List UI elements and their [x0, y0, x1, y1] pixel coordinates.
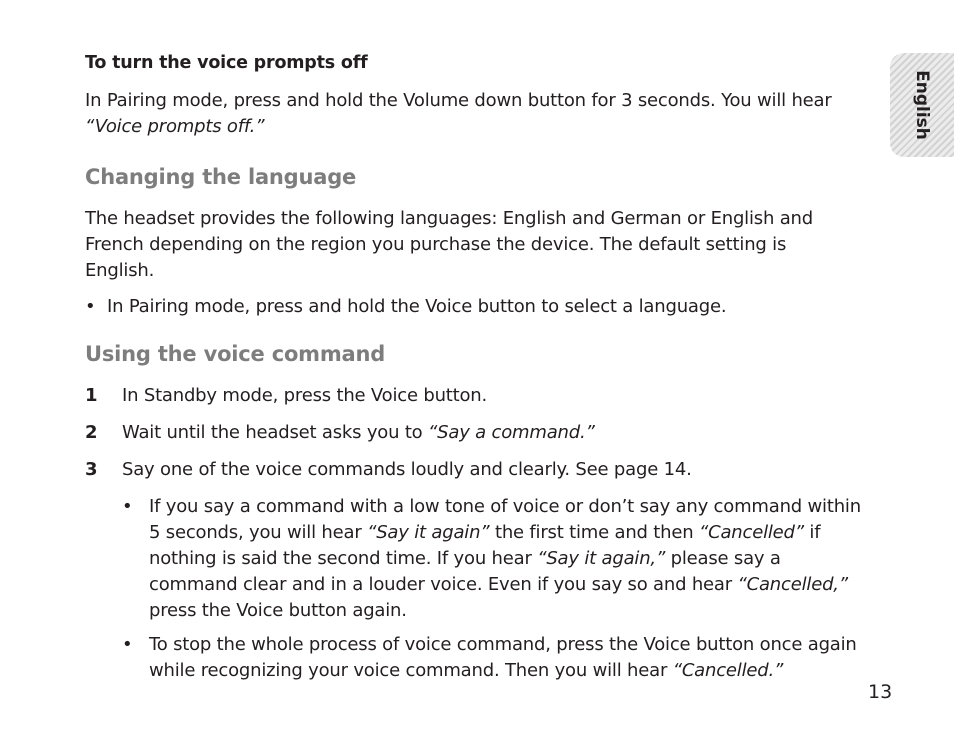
bullet-marker: • [122, 634, 133, 655]
voice-command-heading: Using the voice command [85, 342, 386, 366]
language-paragraph: The headset provides the following languages: English and German or English and French depending on the region you purchase the device. The default setting is English. [85, 208, 813, 281]
step-1 [85, 383, 487, 409]
step-2-instruction: Wait until the headset asks you to [122, 422, 429, 443]
text-run: press the Voice button again. [149, 600, 407, 621]
text-run: To stop the whole process of voice command, press the Voice button once again while recognizing your voice command. Then you will hear [149, 634, 857, 681]
cancelled-quote: “Cancelled.” [672, 660, 784, 681]
step-3 [85, 457, 692, 483]
text-run: If you say a command with a low tone of voice or don’t say any command within 5 seconds, you will hear [149, 496, 861, 543]
say-a-command-quote: “Say a command.” [428, 422, 595, 443]
bullet-marker: • [122, 496, 133, 517]
step-number: 2 [85, 422, 98, 443]
voice-command-sub-bullet-1 [122, 494, 867, 624]
sub-bullet-text [149, 494, 867, 624]
voice-prompts-off-heading: To turn the voice prompts off [85, 53, 368, 73]
cancelled-quote: “Cancelled” [698, 522, 804, 543]
page-number: 13 [868, 681, 893, 703]
language-side-tab-label: English [912, 70, 932, 140]
text-run: please say a command clear and in a louder voice. Even if you say so and hear [149, 548, 781, 595]
cancelled-quote: “Cancelled,” [737, 574, 848, 595]
voice-prompts-off-instruction: In Pairing mode, press and hold the Volume down button for 3 seconds. You will hear [85, 90, 832, 111]
step-text: Say one of the voice commands loudly and clearly. See page 14. [122, 459, 692, 480]
text-run: the first time and then [489, 522, 699, 543]
step-number: 3 [85, 459, 98, 480]
say-it-again-quote: “Say it again” [367, 522, 490, 543]
voice-command-sub-bullet-2 [122, 632, 867, 684]
voice-prompts-off-text [85, 88, 832, 140]
step-text: In Standby mode, press the Voice button. [122, 385, 488, 406]
language-bullet-text: In Pairing mode, press and hold the Voice button to select a language. [107, 296, 727, 317]
bullet-marker: • [85, 296, 96, 317]
voice-prompts-off-quote: “Voice prompts off.” [85, 116, 265, 137]
say-it-again-quote: “Say it again,” [537, 548, 666, 569]
step-number: 1 [85, 385, 98, 406]
step-2 [85, 420, 595, 446]
changing-language-heading: Changing the language [85, 165, 357, 189]
step-text [122, 420, 595, 446]
text-run: if nothing is said the second time. If you hear [149, 522, 821, 569]
sub-bullet-text [149, 632, 867, 684]
language-bullet [85, 294, 865, 320]
